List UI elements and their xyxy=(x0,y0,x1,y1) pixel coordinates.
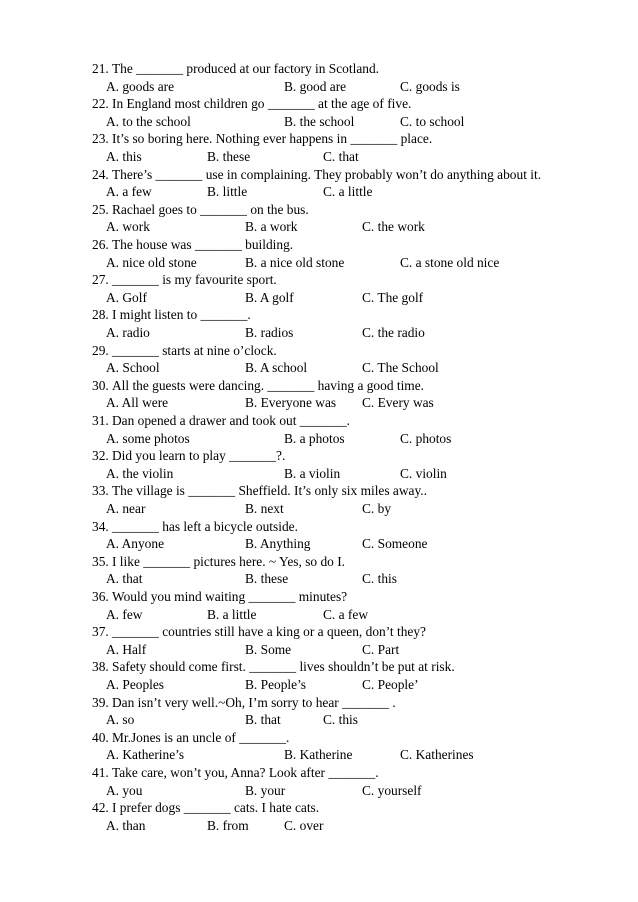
option-c: C. this xyxy=(362,571,397,587)
option-a: A. so xyxy=(106,712,135,728)
question-stem: Mr.Jones is an uncle of _______. xyxy=(112,729,290,745)
option-b: B. radios xyxy=(245,324,294,340)
option-a: A. near xyxy=(106,500,146,516)
question-stem-line xyxy=(0,623,638,641)
option-a: A. the violin xyxy=(106,465,174,481)
answer-options-line xyxy=(0,817,638,835)
option-b: B. A school xyxy=(245,360,308,376)
option-b: B. People’s xyxy=(245,676,307,692)
option-a: A. goods are xyxy=(106,78,175,94)
question-stem: There’s _______ use in complaining. They probably won’t do anything about it. xyxy=(112,166,542,182)
option-c: C. photos xyxy=(400,430,452,446)
option-c: C. People’ xyxy=(362,676,419,692)
question-number: 37. xyxy=(92,624,109,640)
question-number: 26. xyxy=(92,237,109,252)
question-stem: The village is _______ Sheffield. It’s only six miles away.. xyxy=(112,483,428,499)
question-number: 32. xyxy=(92,448,109,464)
question-number: 21. xyxy=(92,61,109,76)
question-stem-line xyxy=(0,518,638,536)
option-a: A. to the school xyxy=(106,113,191,129)
question-number: 36. xyxy=(92,589,109,604)
question-stem: Dan isn’t very well.~Oh, I’m sorry to hear _______ . xyxy=(112,694,396,710)
answer-options-line xyxy=(0,535,638,553)
option-b: B. the school xyxy=(284,113,355,129)
answer-options-line xyxy=(0,430,638,448)
question-stem-line xyxy=(0,764,638,782)
option-c: C. this xyxy=(323,712,358,728)
option-c: C. yourself xyxy=(362,782,422,798)
question-stem-line xyxy=(0,60,638,78)
question-stem-line xyxy=(0,729,638,747)
question-stem-line xyxy=(0,201,638,219)
question-stem-line xyxy=(0,236,638,254)
question-stem: Dan opened a drawer and took out _______. xyxy=(112,413,350,428)
question-stem-line xyxy=(0,130,638,148)
question-stem: _______ starts at nine o’clock. xyxy=(112,342,277,358)
question-number: 33. xyxy=(92,483,109,499)
answer-options-line xyxy=(0,254,638,272)
question-stem-line xyxy=(0,588,638,606)
option-b: B. good are xyxy=(284,78,347,94)
option-c: C. Part xyxy=(362,641,400,657)
option-c: C. Someone xyxy=(362,536,428,552)
question-stem: The house was _______ building. xyxy=(112,237,294,252)
question-number: 34. xyxy=(92,518,109,534)
option-b: B. a nice old stone xyxy=(245,254,345,270)
answer-options-line xyxy=(0,641,638,659)
answer-options-line xyxy=(0,324,638,342)
option-c: C. violin xyxy=(400,465,447,481)
answer-options-line xyxy=(0,218,638,236)
question-stem: In England most children go _______ at the age of five. xyxy=(112,96,412,112)
answer-options-line xyxy=(0,78,638,96)
option-b: B. a violin xyxy=(284,465,341,481)
option-a: A. Anyone xyxy=(106,536,165,552)
question-number: 24. xyxy=(92,166,109,182)
question-stem-line xyxy=(0,553,638,571)
option-b: B. that xyxy=(245,712,281,728)
question-stem: Did you learn to play _______?. xyxy=(112,448,286,464)
question-stem: I might listen to _______. xyxy=(112,307,251,323)
option-a: A. that xyxy=(106,571,143,587)
option-c: C. The School xyxy=(362,360,439,376)
option-b: B. Everyone was xyxy=(245,395,337,411)
option-b: B. A golf xyxy=(245,289,294,305)
answer-options-line xyxy=(0,782,638,800)
answer-options-line xyxy=(0,500,638,518)
question-number: 31. xyxy=(92,413,109,428)
answer-options-line xyxy=(0,359,638,377)
option-c: C. a few xyxy=(323,606,368,622)
option-c: C. Every was xyxy=(362,395,434,411)
answer-options-line xyxy=(0,606,638,624)
question-number: 22. xyxy=(92,96,109,112)
answer-options-line xyxy=(0,570,638,588)
option-c: C. Katherines xyxy=(400,747,474,763)
option-a: A. Katherine’s xyxy=(106,747,185,763)
question-number: 27. xyxy=(92,272,109,288)
option-b: B. these xyxy=(245,571,289,587)
option-a: A. School xyxy=(106,360,160,376)
answer-options-line xyxy=(0,148,638,166)
question-stem: Rachael goes to _______ on the bus. xyxy=(112,201,309,217)
question-stem: Would you mind waiting _______ minutes? xyxy=(112,589,348,604)
question-stem-line xyxy=(0,658,638,676)
question-stem-line xyxy=(0,306,638,324)
question-stem-line xyxy=(0,342,638,360)
option-c: C. goods is xyxy=(400,78,460,94)
option-b: B. these xyxy=(207,148,251,164)
option-b: B. your xyxy=(245,782,286,798)
option-c: C. the radio xyxy=(362,324,425,340)
option-a: A. this xyxy=(106,148,142,164)
question-stem: I prefer dogs _______ cats. I hate cats. xyxy=(112,800,320,816)
option-b: B. a work xyxy=(245,219,298,235)
option-b: B. Some xyxy=(245,641,292,657)
option-a: A. few xyxy=(106,606,143,622)
option-a: A. some photos xyxy=(106,430,190,446)
question-stem-line xyxy=(0,694,638,712)
option-c: C. to school xyxy=(400,113,465,129)
question-number: 30. xyxy=(92,377,109,393)
question-stem: _______ has left a bicycle outside. xyxy=(112,518,298,534)
question-stem-line xyxy=(0,482,638,500)
question-number: 23. xyxy=(92,131,109,147)
question-number: 35. xyxy=(92,553,109,569)
option-a: A. a few xyxy=(106,184,152,200)
question-stem-line xyxy=(0,166,638,184)
option-c: C. The golf xyxy=(362,289,424,305)
answer-options-line xyxy=(0,113,638,131)
question-number: 39. xyxy=(92,694,109,710)
question-stem-line xyxy=(0,447,638,465)
question-stem: _______ is my favourite sport. xyxy=(112,272,277,288)
option-c: C. a stone old nice xyxy=(400,254,500,270)
option-c: C. a little xyxy=(323,184,373,200)
option-b: B. Anything xyxy=(245,536,311,552)
option-b: B. next xyxy=(245,500,284,516)
option-a: A. Half xyxy=(106,641,147,657)
question-number: 25. xyxy=(92,201,109,217)
question-stem: I like _______ pictures here. ~ Yes, so do I. xyxy=(112,553,345,569)
option-a: A. radio xyxy=(106,324,150,340)
option-a: A. than xyxy=(106,817,146,833)
option-a: A. Peoples xyxy=(106,676,165,692)
option-c: C. that xyxy=(323,148,359,164)
answer-options-line xyxy=(0,746,638,764)
option-a: A. All were xyxy=(106,395,169,411)
answer-options-line xyxy=(0,465,638,483)
answer-options-line xyxy=(0,711,638,729)
question-stem: _______ countries still have a king or a queen, don’t they? xyxy=(112,624,426,640)
question-number: 28. xyxy=(92,307,109,323)
option-b: B. little xyxy=(207,184,248,200)
option-c: C. over xyxy=(284,817,324,833)
option-c: C. by xyxy=(362,500,392,516)
question-number: 42. xyxy=(92,800,109,816)
option-b: B. Katherine xyxy=(284,747,353,763)
question-stem-line xyxy=(0,799,638,817)
question-stem: The _______ produced at our factory in Scotland. xyxy=(112,61,379,76)
answer-options-line xyxy=(0,676,638,694)
option-a: A. you xyxy=(106,782,143,798)
question-stem-line xyxy=(0,377,638,395)
question-stem-line xyxy=(0,95,638,113)
question-stem-line xyxy=(0,412,638,430)
answer-options-line xyxy=(0,394,638,412)
option-b: B. from xyxy=(207,817,249,833)
option-a: A. nice old stone xyxy=(106,254,197,270)
question-stem-line xyxy=(0,271,638,289)
question-stem: Take care, won’t you, Anna? Look after _______. xyxy=(112,765,379,780)
option-b: B. a photos xyxy=(284,430,345,446)
option-a: A. Golf xyxy=(106,289,147,305)
answer-options-line xyxy=(0,289,638,307)
question-number: 41. xyxy=(92,765,109,780)
question-number: 40. xyxy=(92,729,109,745)
question-stem: All the guests were dancing. _______ having a good time. xyxy=(112,377,425,393)
option-a: A. work xyxy=(106,219,150,235)
question-stem: It’s so boring here. Nothing ever happens in _______ place. xyxy=(112,131,433,147)
question-number: 29. xyxy=(92,342,109,358)
answer-options-line xyxy=(0,183,638,201)
option-c: C. the work xyxy=(362,219,425,235)
option-b: B. a little xyxy=(207,606,257,622)
question-stem: Safety should come first. _______ lives shouldn’t be put at risk. xyxy=(112,659,455,675)
question-number: 38. xyxy=(92,659,109,675)
